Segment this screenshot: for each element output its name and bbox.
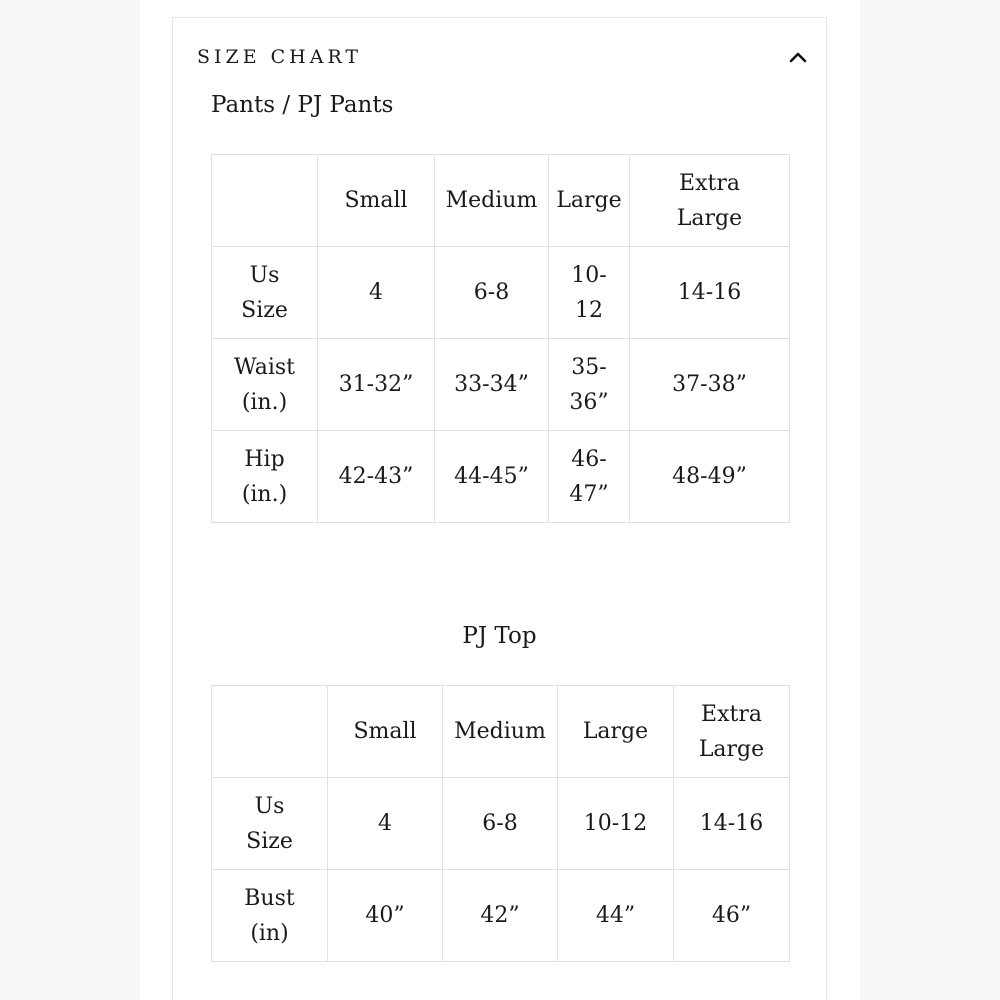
- header-small: Small: [318, 155, 435, 247]
- size-chart-panel: [172, 17, 827, 1000]
- row-label: Us Size: [212, 247, 318, 339]
- row-label: Us Size: [212, 778, 328, 870]
- cell-large: 10- 12: [549, 247, 630, 339]
- cell-small: 42-43”: [318, 431, 435, 523]
- pj-top-section-title: PJ Top: [462, 623, 537, 649]
- header-large: Large: [558, 686, 674, 778]
- cell-large: 46- 47”: [549, 431, 630, 523]
- cell-extra-large: 37-38”: [630, 339, 790, 431]
- cell-small: 40”: [328, 870, 443, 962]
- table-header-row: [212, 155, 790, 247]
- cell-small: 4: [328, 778, 443, 870]
- table-header-row: [212, 686, 790, 778]
- cell-medium: 33-34”: [435, 339, 549, 431]
- cell-extra-large: 14-16: [630, 247, 790, 339]
- size-chart-accordion-header[interactable]: [197, 43, 809, 71]
- row-label: Waist (in.): [212, 339, 318, 431]
- cell-medium: 44-45”: [435, 431, 549, 523]
- cell-large: 10-12: [558, 778, 674, 870]
- cell-extra-large: 48-49”: [630, 431, 790, 523]
- header-medium: Medium: [443, 686, 558, 778]
- size-chart-title: SIZE CHART: [197, 46, 363, 68]
- pants-section-title: Pants / PJ Pants: [211, 92, 394, 118]
- table-row: [212, 431, 790, 523]
- header-medium: Medium: [435, 155, 549, 247]
- header-blank-cell: [212, 686, 328, 778]
- header-small: Small: [328, 686, 443, 778]
- table-row: [212, 247, 790, 339]
- pj-top-size-table: [211, 685, 790, 962]
- row-label: Bust (in): [212, 870, 328, 962]
- header-blank-cell: [212, 155, 318, 247]
- header-large: Large: [549, 155, 630, 247]
- cell-medium: 6-8: [435, 247, 549, 339]
- cell-large: 44”: [558, 870, 674, 962]
- row-label: Hip (in.): [212, 431, 318, 523]
- cell-large: 35- 36”: [549, 339, 630, 431]
- cell-medium: 6-8: [443, 778, 558, 870]
- cell-medium: 42”: [443, 870, 558, 962]
- header-extra-large: Extra Large: [674, 686, 790, 778]
- cell-small: 4: [318, 247, 435, 339]
- cell-extra-large: 46”: [674, 870, 790, 962]
- pants-size-table: [211, 154, 790, 523]
- table-row: [212, 778, 790, 870]
- table-row: [212, 870, 790, 962]
- cell-extra-large: 14-16: [674, 778, 790, 870]
- header-extra-large: Extra Large: [630, 155, 790, 247]
- chevron-up-icon[interactable]: [787, 46, 809, 68]
- table-row: [212, 339, 790, 431]
- cell-small: 31-32”: [318, 339, 435, 431]
